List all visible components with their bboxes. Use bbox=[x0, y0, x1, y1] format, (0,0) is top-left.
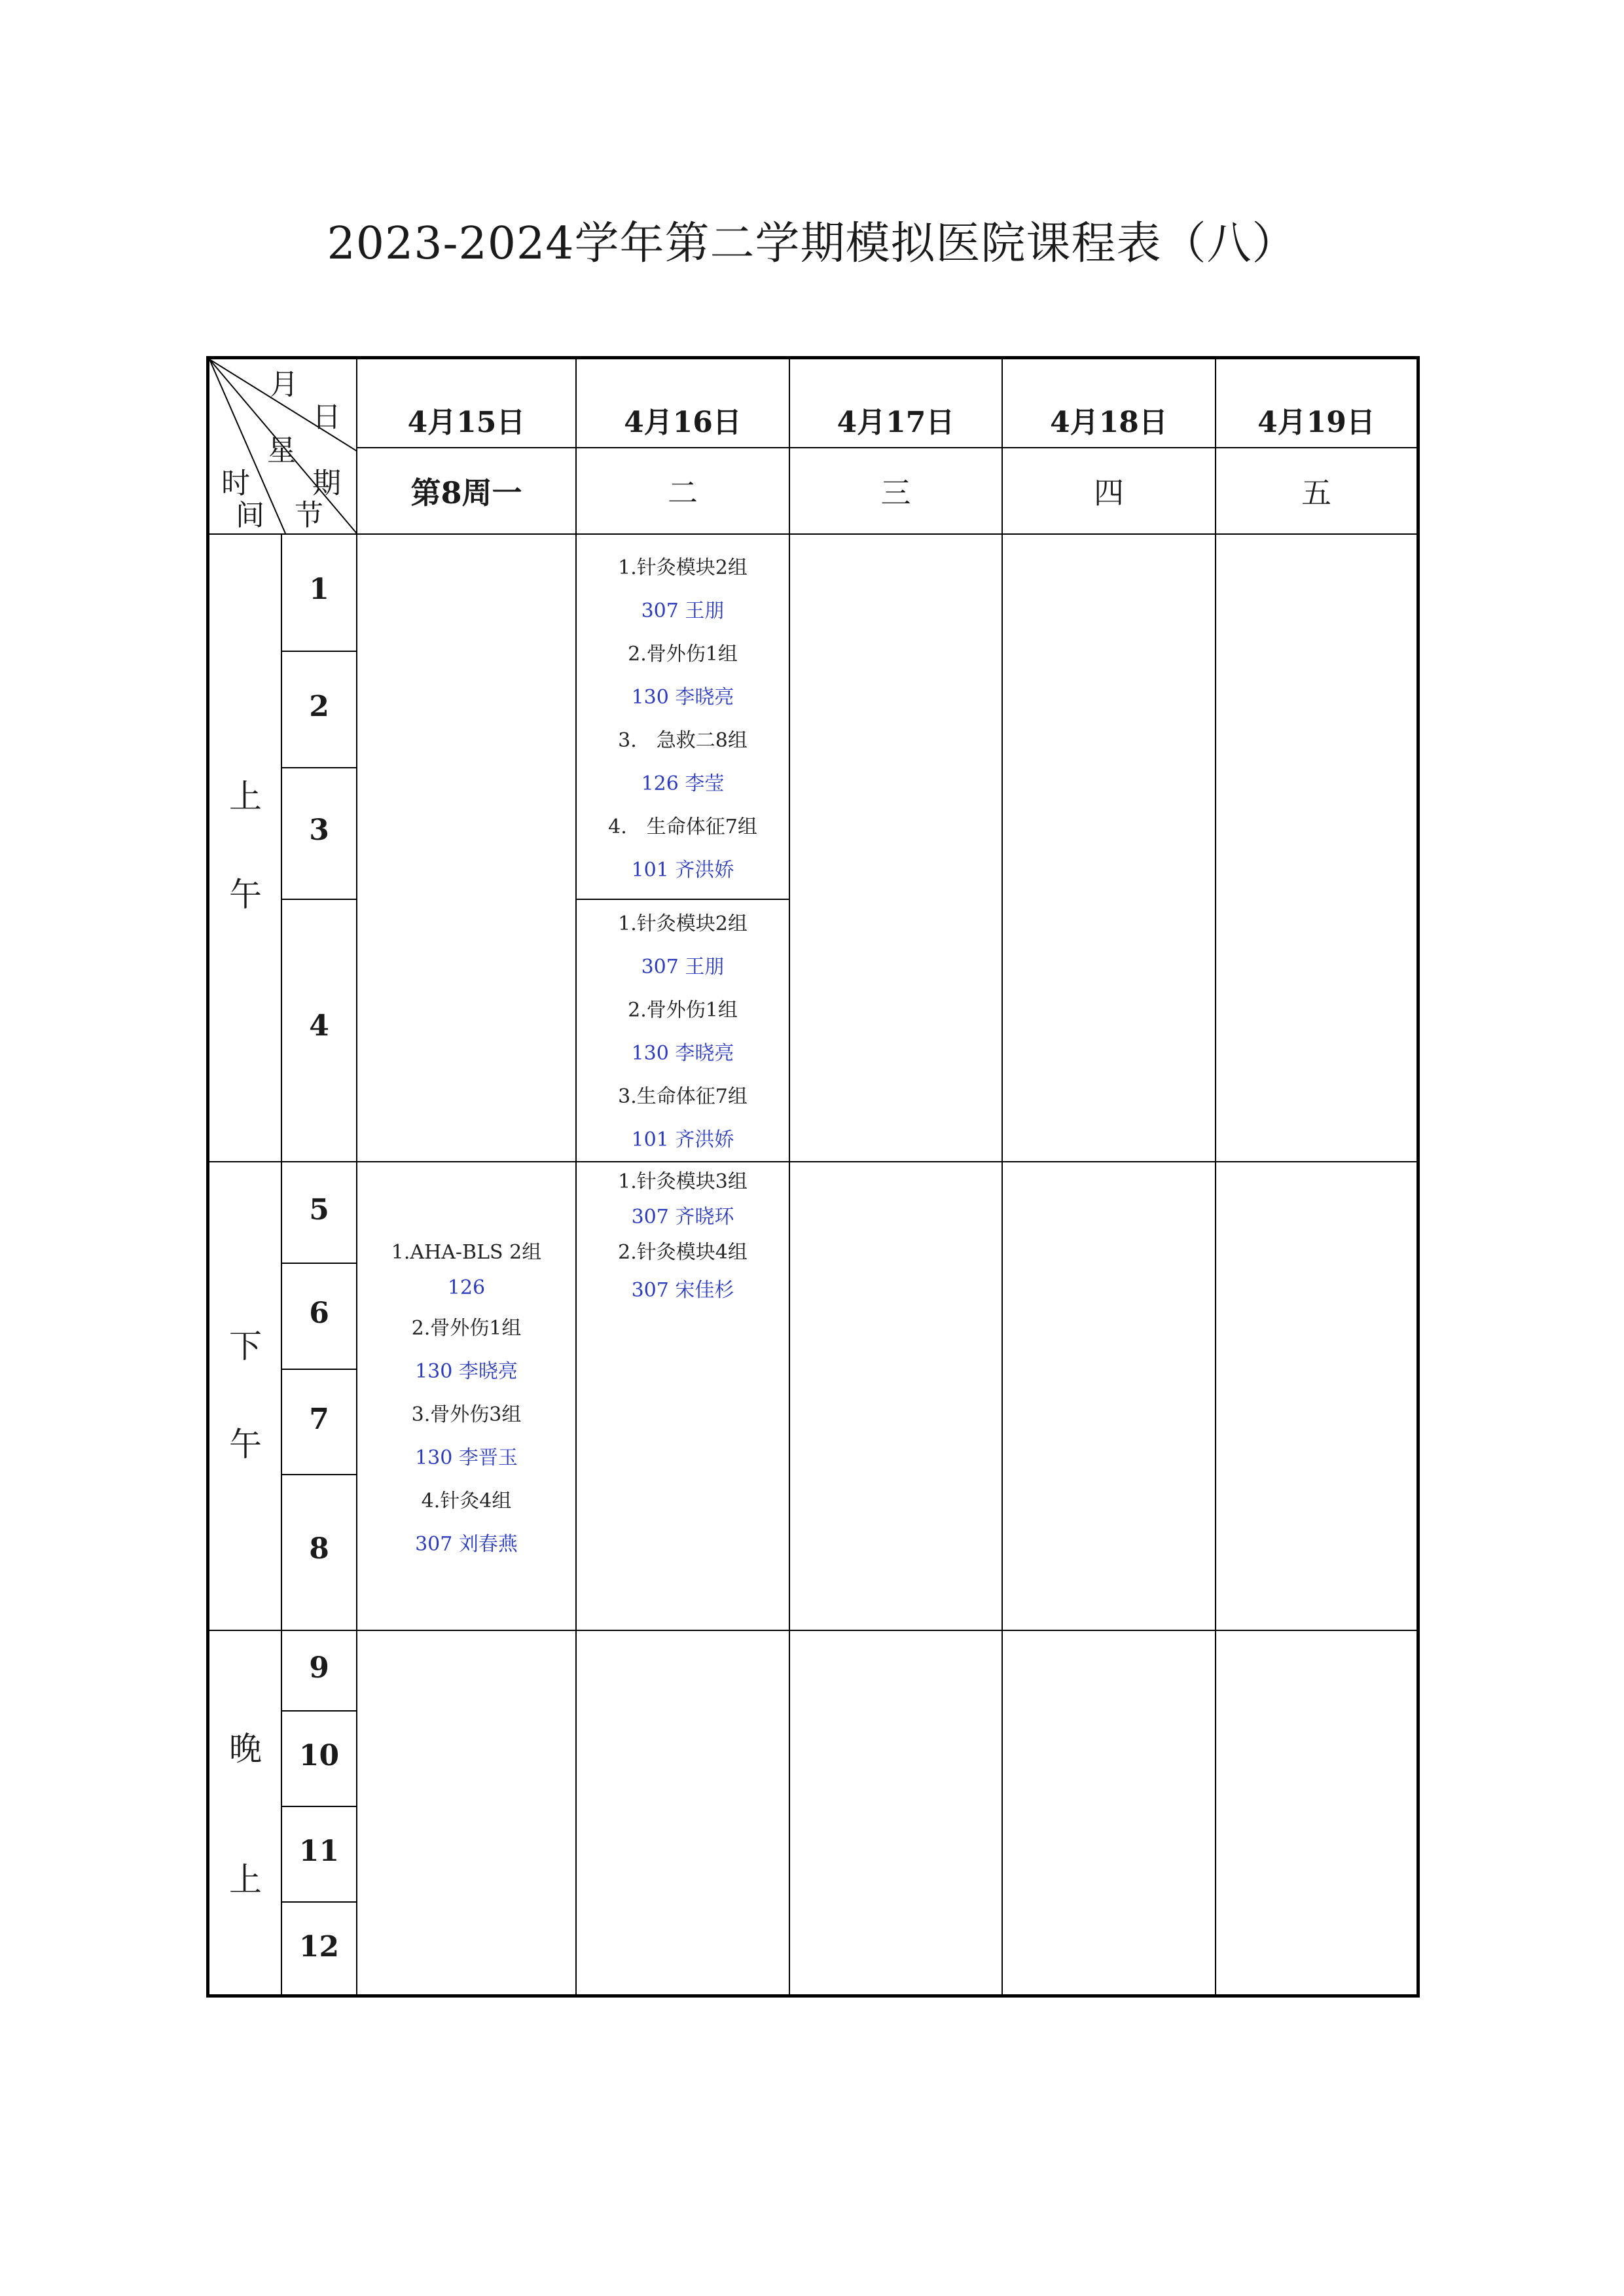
course-name: 2.针灸模块4组 bbox=[618, 1241, 748, 1264]
date-header: 4月15日 bbox=[407, 406, 526, 439]
course-name: 3. 急救二8组 bbox=[618, 729, 748, 752]
period-number: 4 bbox=[309, 1009, 329, 1043]
period-number: 5 bbox=[309, 1193, 329, 1227]
course-name: 1.AHA-BLS 2组 bbox=[391, 1241, 542, 1264]
room-teacher: 101 齐洪娇 bbox=[631, 1128, 734, 1151]
corner-time-b: 间 bbox=[236, 499, 264, 532]
date-header: 4月16日 bbox=[624, 406, 742, 439]
period-number: 1 bbox=[309, 573, 329, 606]
course-name: 2.骨外伤1组 bbox=[411, 1317, 522, 1340]
session-label-afternoon: 下 bbox=[229, 1327, 262, 1365]
course-name: 2.骨外伤1组 bbox=[628, 643, 738, 666]
course-name: 1.针灸模块2组 bbox=[618, 912, 748, 935]
weekday-header: 四 bbox=[1094, 475, 1124, 511]
room-teacher: 126 李莹 bbox=[641, 772, 725, 795]
session-label-evening: 上 bbox=[229, 1861, 262, 1899]
course-name: 1.针灸模块3组 bbox=[618, 1170, 748, 1193]
period-number: 9 bbox=[309, 1651, 329, 1685]
course-name: 3.生命体征7组 bbox=[618, 1085, 748, 1108]
session-label-morning: 午 bbox=[229, 876, 262, 914]
room-teacher: 130 李晓亮 bbox=[415, 1360, 518, 1383]
period-number: 2 bbox=[309, 690, 329, 723]
session-label-morning: 上 bbox=[229, 778, 262, 816]
corner-month: 月 bbox=[270, 368, 298, 401]
period-number: 11 bbox=[298, 1835, 340, 1868]
corner-time-a: 时 bbox=[221, 467, 250, 500]
room-teacher: 307 齐晓环 bbox=[631, 1206, 734, 1229]
period-number: 6 bbox=[309, 1297, 329, 1330]
period-number: 12 bbox=[298, 1930, 340, 1964]
schedule-table bbox=[206, 356, 1420, 1998]
schedule-cell-mon-pm bbox=[357, 1236, 576, 1566]
corner-weekday-b: 期 bbox=[312, 467, 341, 500]
course-name: 4.针灸4组 bbox=[421, 1490, 512, 1513]
schedule-cell-tue-pm bbox=[576, 1166, 789, 1312]
room-teacher: 101 齐洪娇 bbox=[631, 859, 734, 882]
session-label-afternoon: 午 bbox=[229, 1426, 262, 1463]
period-number: 7 bbox=[309, 1403, 329, 1436]
weekday-header: 三 bbox=[880, 475, 911, 511]
page-title: 2023-2024学年第二学期模拟医院课程表（八） bbox=[327, 218, 1297, 270]
period-number: 8 bbox=[309, 1532, 329, 1566]
date-header: 4月17日 bbox=[837, 406, 955, 439]
session-label-evening: 晚 bbox=[229, 1730, 262, 1768]
schedule-cell-tue-am2 bbox=[576, 903, 789, 1162]
course-name: 4. 生命体征7组 bbox=[608, 816, 757, 838]
schedule-cell-tue-am1 bbox=[576, 547, 789, 892]
corner-period: 节 bbox=[295, 499, 323, 532]
corner-day: 日 bbox=[312, 401, 341, 434]
room-teacher: 307 王朋 bbox=[641, 956, 725, 978]
weekday-header: 二 bbox=[668, 475, 698, 511]
period-number: 10 bbox=[298, 1739, 340, 1772]
period-number: 3 bbox=[309, 814, 329, 847]
room-teacher: 307 王朋 bbox=[641, 600, 725, 622]
room-teacher: 130 李晓亮 bbox=[631, 1042, 734, 1065]
course-name: 3.骨外伤3组 bbox=[411, 1403, 522, 1426]
date-header: 4月18日 bbox=[1050, 406, 1168, 439]
course-name: 2.骨外伤1组 bbox=[628, 999, 738, 1022]
date-header: 4月19日 bbox=[1257, 406, 1375, 439]
corner-weekday-a: 星 bbox=[267, 434, 296, 467]
weekday-header: 第8周一 bbox=[410, 475, 522, 511]
room-teacher: 130 李晓亮 bbox=[631, 686, 734, 709]
weekday-header: 五 bbox=[1301, 475, 1331, 511]
room-teacher: 307 刘春燕 bbox=[415, 1533, 518, 1556]
room-teacher: 307 宋佳杉 bbox=[631, 1279, 734, 1302]
course-name: 1.针灸模块2组 bbox=[618, 556, 748, 579]
room-teacher: 130 李晋玉 bbox=[415, 1446, 518, 1469]
room-teacher: 126 bbox=[447, 1276, 486, 1299]
